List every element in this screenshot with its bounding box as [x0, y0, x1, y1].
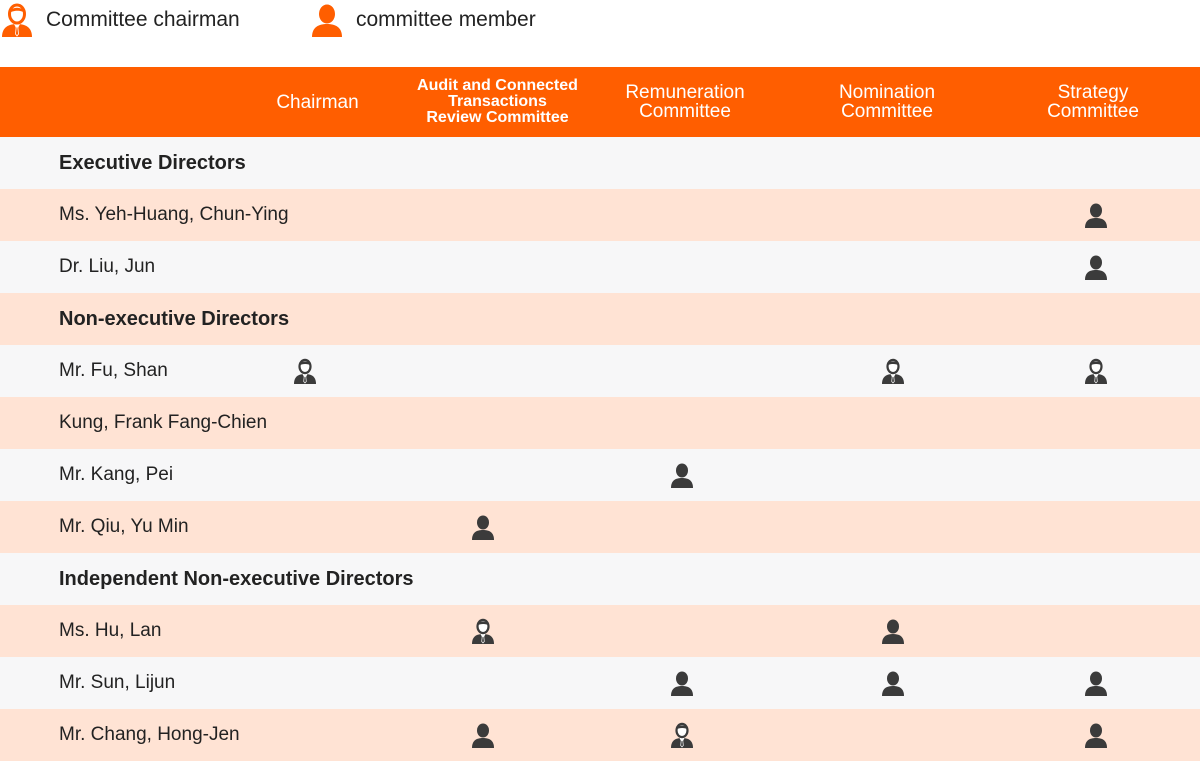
- director-name: Mr. Kang, Pei: [59, 464, 174, 485]
- column-header-nomination: Nomination Committee: [838, 82, 936, 122]
- table-row: [0, 241, 1200, 293]
- column-header-audit: Audit and Connected Transactions Review Committee: [417, 77, 578, 126]
- director-name: Kung, Frank Fang-Chien: [59, 412, 268, 433]
- table-row: [0, 449, 1200, 501]
- director-name: Ms. Yeh-Huang, Chun-Ying: [59, 204, 289, 225]
- committee-member-icon: [669, 462, 695, 488]
- committee-member-icon: [1083, 722, 1109, 748]
- section-row: [0, 293, 1200, 345]
- committee-member-icon: [310, 3, 344, 37]
- section-title: Executive Directors: [59, 151, 246, 174]
- table-row: [0, 501, 1200, 553]
- committee-chairman-icon: [1083, 358, 1109, 384]
- legend: [0, 0, 1200, 67]
- director-table: [0, 137, 1200, 761]
- table-row: [0, 605, 1200, 657]
- director-name: Ms. Hu, Lan: [59, 620, 162, 641]
- director-name: Mr. Sun, Lijun: [59, 672, 176, 693]
- committee-chairman-icon: [669, 722, 695, 748]
- committee-member-icon: [669, 670, 695, 696]
- legend-chairman-label: Committee chairman: [46, 8, 240, 31]
- section-row: [0, 137, 1200, 189]
- committee-member-icon: [880, 618, 906, 644]
- section-title: Independent Non-executive Directors: [59, 567, 414, 590]
- director-name: Dr. Liu, Jun: [59, 256, 156, 277]
- director-name: Mr. Chang, Hong-Jen: [59, 724, 240, 745]
- column-header-strategy: Strategy Committee: [1047, 82, 1139, 122]
- table-header: [0, 67, 1200, 137]
- committee-chairman-icon: [292, 358, 318, 384]
- director-name: Mr. Fu, Shan: [59, 360, 168, 381]
- director-name: Mr. Qiu, Yu Min: [59, 516, 189, 537]
- column-header-chairman: Chairman: [276, 91, 359, 113]
- table-row: [0, 345, 1200, 397]
- legend-member: [310, 0, 536, 40]
- legend-chairman: [0, 0, 240, 40]
- committee-member-icon: [470, 722, 496, 748]
- table-row: [0, 657, 1200, 709]
- section-row: [0, 553, 1200, 605]
- column-header-remuneration: Remuneration Committee: [625, 82, 745, 122]
- committee-member-icon: [470, 514, 496, 540]
- legend-member-label: committee member: [356, 8, 536, 31]
- section-title: Non-executive Directors: [59, 307, 290, 330]
- committee-member-icon: [1083, 254, 1109, 280]
- committee-chairman-icon: [470, 618, 496, 644]
- table-row: [0, 189, 1200, 241]
- committee-member-icon: [880, 670, 906, 696]
- committee-chairman-icon: [880, 358, 906, 384]
- table-row: [0, 709, 1200, 761]
- table-row: [0, 397, 1200, 449]
- committee-chairman-icon: [0, 3, 34, 37]
- committee-member-icon: [1083, 670, 1109, 696]
- committee-member-icon: [1083, 202, 1109, 228]
